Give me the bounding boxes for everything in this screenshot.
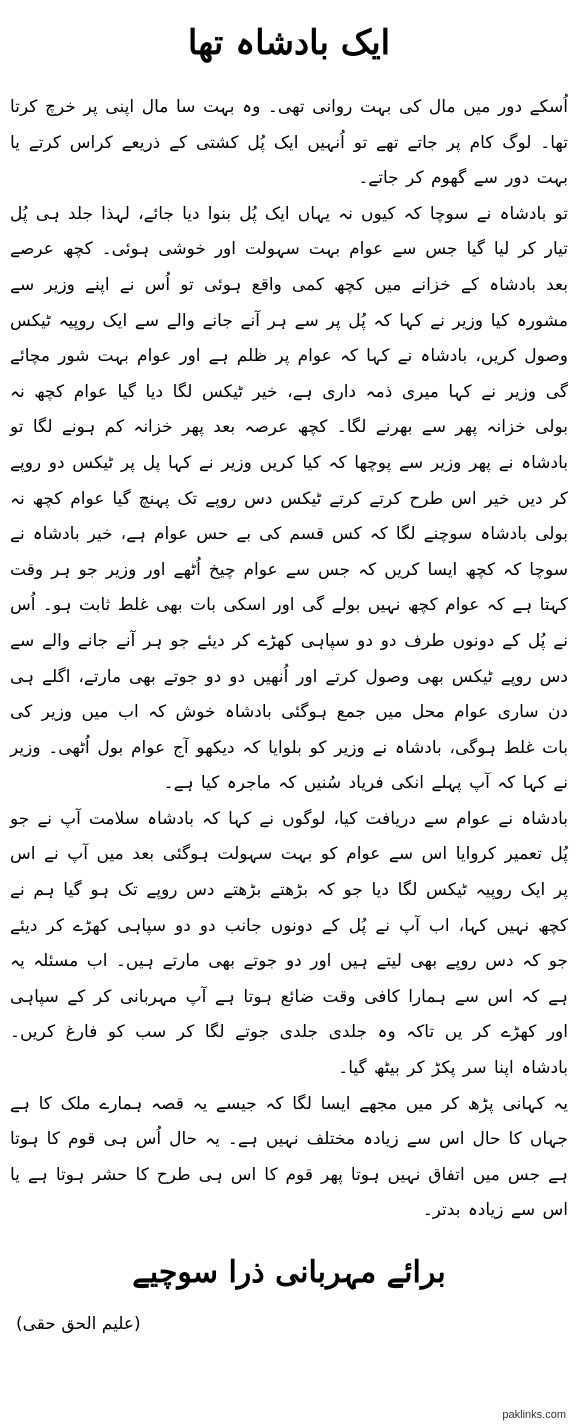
paragraph-2: تو بادشاہ نے سوچا کہ کیوں نہ یہاں ایک پُل بنوا دیا جائے، لہذا جلد ہی پُل تیار کر لیا گیا جس سے عوام بہت سہولت اور خوشی ہوئی۔ کچھ عرصے بعد بادشاہ کے خزانے میں کچھ کمی واقع ہوئی تو اُس نے اپنے وزیر سے مشورہ کیا وزیر نے کہا کہ پُل پر سے ہر آنے جانے والے سے ایک روپیہ ٹیکس وصول کریں، بادشاہ نے کہا کہ عوام پر ظلم ہے اور عوام بہت شور مچائے گی وزیر نے کہا میری ذمہ داری ہے، خیر ٹیکس لگا دیا گیا عوام کچھ نہ بولی خزانہ پھر سے بھرنے لگا۔ کچھ عرصہ بعد پھر خزانہ کم ہونے لگا تو بادشاہ نے پھر وزیر سے پوچھا کہ کیا کریں وزیر نے کہا پل پر ٹیکس دو روپے کر دیں خیر اس طرح کرتے کرتے ٹیکس دس روپے تک پہنچ گیا عوام کچھ نہ بولی بادشاہ سوچنے لگا کہ کس قسم کی بے حس عوام ہے، خیر بادشاہ نے سوچا کہ کچھ ایسا کریں کہ جس سے عوام چیخ اُٹھے اور وزیر جو ہر وقت کہتا ہے کہ عوام کچھ نہیں بولے گی اور اسکی بات بھی غلط ثابت ہو۔ اُس نے پُل کے دونوں طرف دو دو سپاہی کھڑے کر دیئے جو ہر آنے جانے والے سے دس روپے ٹیکس بھی وصول کرتے اور اُنھیں دو دو جوتے بھی مارتے، اگلے ہی دن ساری عوام محل میں جمع ہوگئی بادشاہ خوش کہ اب میں وزیر کی بات غلط ہوگی، بادشاہ نے وزیر کو بلوایا کہ دیکھو آج عوام بول اُٹھی۔ وزیر نے کہا کہ آپ پہلے انکی فریاد سُنیں کہ ماجرہ کیا ہے۔ — [10, 203, 568, 794]
article-page — [0, 14, 578, 1425]
paragraph-4: یہ کہانی پڑھ کر میں مجھے ایسا لگا کہ جیسے یہ قصہ ہمارے ملک کا ہے جہاں کا حال اس سے زیادہ مختلف نہیں ہے۔ یہ حال اُس ہی قوم کا ہوتا ہے جس میں اتفاق نہیں ہوتا پھر قوم کا اس ہی طرح کا حشر ہوتا ہے یا اس سے زیادہ بدتر۔ — [10, 1093, 568, 1221]
source-watermark: paklinks.com — [502, 1409, 566, 1421]
article-title: ایک بادشاہ تھا — [187, 23, 391, 63]
author-name: (علیم الحق حقی) — [16, 1314, 141, 1334]
paragraph-3: بادشاہ نے عوام سے دریافت کیا، لوگوں نے کہا کہ بادشاہ سلامت آپ نے جو پُل تعمیر کروایا اس سے عوام کو بہت سہولت ہوگئی بعد میں آپ نے اس پر ایک روپیہ ٹیکس لگا دیا جو کہ بڑھتے بڑھتے دس روپے تک ہو گیا ہم نے کچھ نہیں کہا، اب آپ نے پُل کے دونوں جانب دو دو سپاہی کھڑے کر دیئے جو کہ دس روپے بھی لیتے ہیں اور دو جوتے بھی مارتے ہیں۔ اب مسئلہ یہ ہے کہ اس سے ہمارا کافی وقت ضائع ہوتا ہے آپ مہربانی کر کے سپاہی اور کھڑے کر یں تاکہ وہ جلدی جلدی جوتے لگا کر سب کو فارغ کریں۔ بادشاہ اپنا سر پکڑ کر بیٹھ گیا۔ — [10, 808, 568, 1079]
paragraph-1: اُسکے دور میں مال کی بہت روانی تھی۔ وہ بہت سا مال اپنی پر خرچ کرتا تھا۔ لوگ کام پر جاتے تھے تو اُنہیں ایک پُل کشتی کے ذریعے کراس کرتے یا بہت دور سے گھوم کر جاتے۔ — [10, 97, 568, 189]
article-body — [10, 90, 568, 1229]
closing-line: برائے مہربانی ذرا سوچیے — [132, 1255, 446, 1290]
